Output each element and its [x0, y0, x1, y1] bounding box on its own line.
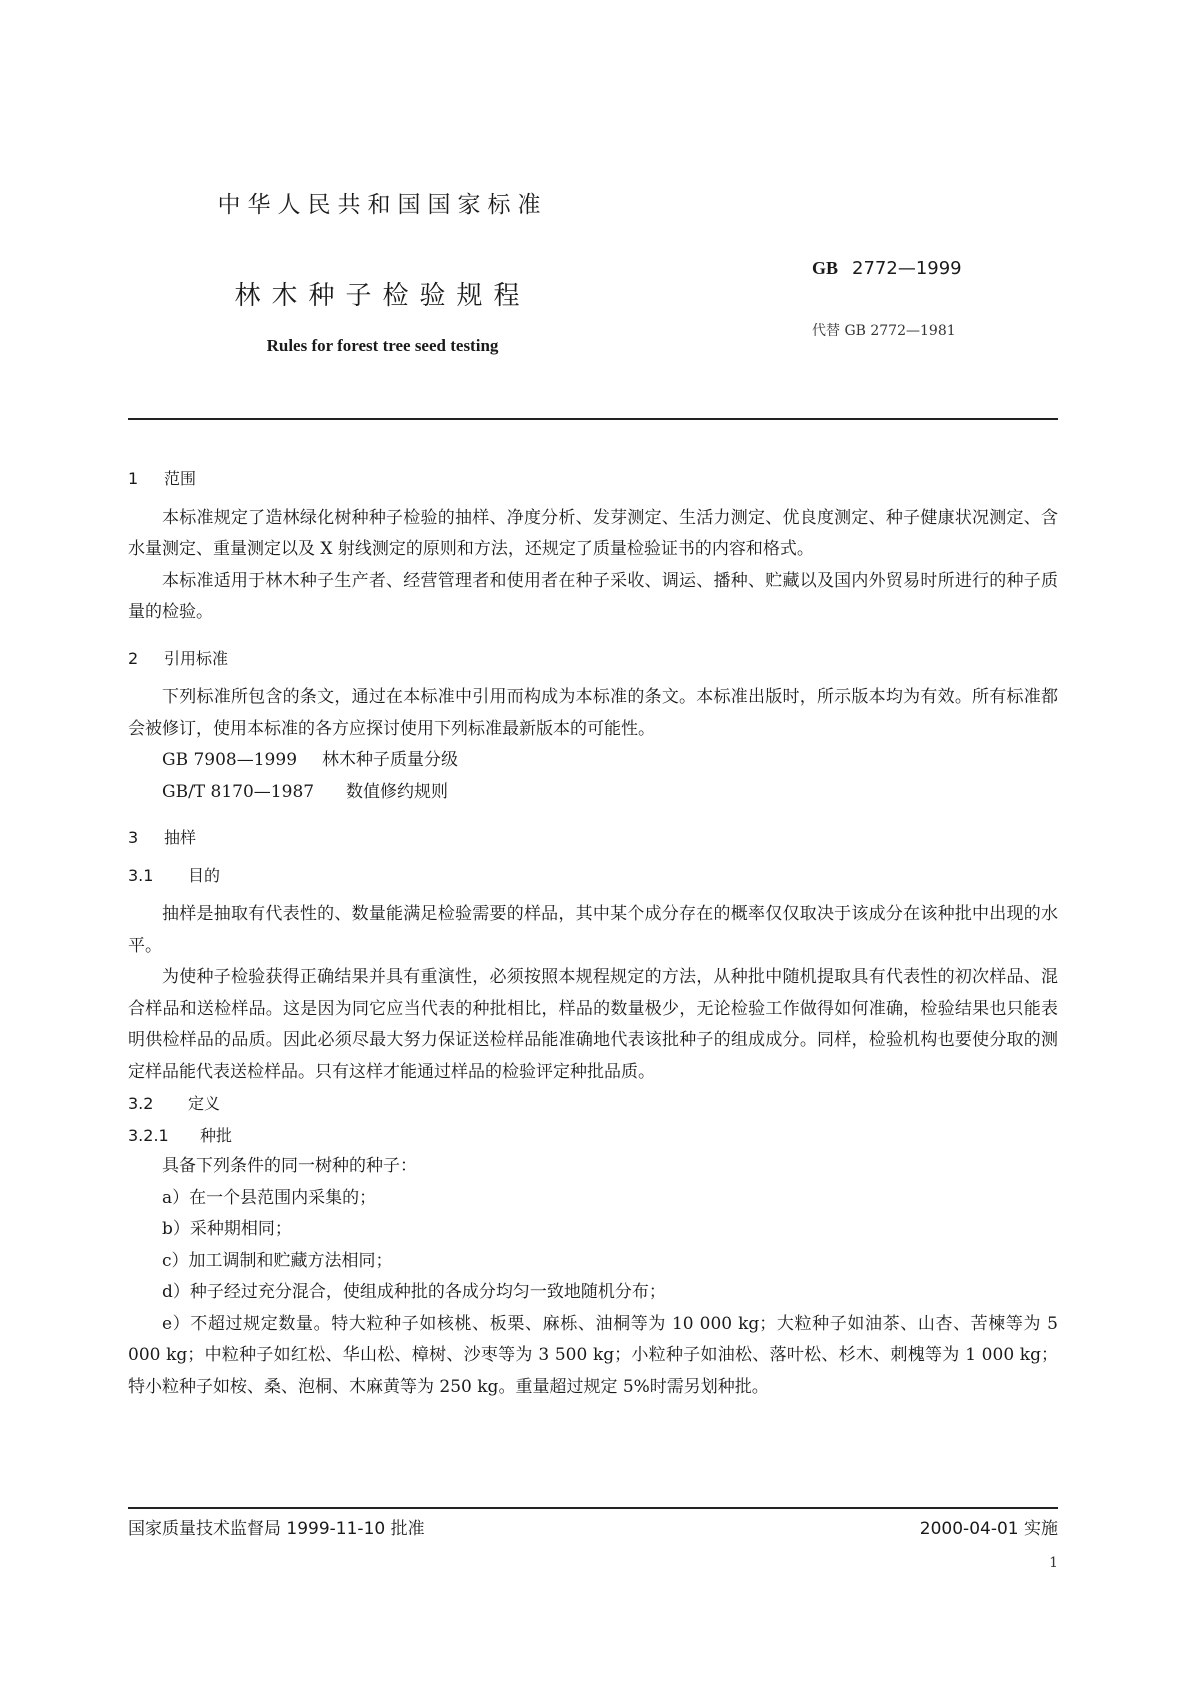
reference-code: GB/T 8170—1987 — [162, 781, 315, 802]
approval-date: 国家质量技术监督局 1999-11-10 批准 — [128, 1519, 425, 1539]
section-heading — [128, 822, 1058, 854]
header-divider — [128, 418, 1058, 420]
section-heading — [128, 643, 1058, 675]
subsection-title: 目的 — [188, 865, 221, 885]
list-item: b）采种期相同； — [162, 1219, 292, 1239]
reference-item — [128, 777, 1058, 809]
standard-prefix: GB — [812, 258, 839, 278]
footer-divider — [128, 1507, 1058, 1509]
subsection-heading — [128, 1120, 1058, 1152]
reference-item — [128, 745, 1058, 777]
section-sampling — [128, 822, 1058, 1403]
paragraph: 具备下列条件的同一树种的种子： — [162, 1156, 417, 1176]
subsection-number: 3.2 — [128, 1094, 154, 1113]
section-title: 抽样 — [164, 828, 197, 847]
subsection-title: 定义 — [188, 1094, 221, 1113]
standard-code: 2772—1999 — [852, 258, 962, 279]
page-number: 1 — [1049, 1555, 1058, 1571]
list-item: e）不超过规定数量。特大粒种子如核桃、板栗、麻栎、油桐等为 10 000 kg；大粒种子如油茶、山杏、苦楝等为 5 000 kg；中粒种子如红松、华山松、樟树、沙枣等为 3 500 kg；小粒种子如油松、落叶松、杉木、刺槐等为 1 000 kg；特小粒种子如桉、桑、泡桐、木麻黄等为 250 kg。重量超过规定 5%时需另划种批。 — [128, 1313, 1058, 1397]
document-title-en: Rules for forest tree seed testing — [266, 336, 499, 355]
implementation-date: 2000-04-01 实施 — [919, 1519, 1058, 1539]
subsection-heading — [128, 1088, 1058, 1120]
list-item: c）加工调制和贮藏方法相同； — [162, 1250, 393, 1271]
section-title: 范围 — [164, 469, 197, 488]
list-item: d）种子经过充分混合，使组成种批的各成分均匀一致地随机分布； — [162, 1282, 666, 1302]
reference-name: 林木种子质量分级 — [322, 750, 458, 770]
section-title: 引用标准 — [164, 648, 229, 668]
section-number: 1 — [128, 469, 139, 488]
subsection-title: 种批 — [200, 1125, 233, 1145]
document-title-cn: 林木种子检验规程 — [234, 281, 531, 311]
reference-code: GB 7908—1999 — [162, 750, 298, 770]
section-heading — [128, 463, 1058, 495]
section-scope — [128, 463, 1058, 629]
national-standard-label: 中华人民共和国国家标准 — [217, 192, 548, 218]
replaces-standard: 代替 GB 2772—1981 — [812, 323, 956, 339]
document-body — [128, 463, 1058, 1417]
paragraph: 本标准适用于林木种子生产者、经营管理者和使用者在种子采收、调运、播种、贮藏以及国内外贸易时所进行的种子质量的检验。 — [128, 570, 1058, 622]
subsection-number: 3.1 — [128, 865, 154, 885]
paragraph: 本标准规定了造林绿化树种种子检验的抽样、净度分析、发芽测定、生活力测定、优良度测定、种子健康状况测定、含水量测定、重量测定以及 X 射线测定的原则和方法，还规定了质量检验证书的内容和格式。 — [128, 507, 1058, 559]
section-number: 3 — [128, 828, 139, 847]
subsection-number: 3.2.1 — [128, 1125, 169, 1145]
reference-name: 数值修约规则 — [346, 781, 448, 802]
paragraph: 抽样是抽取有代表性的、数量能满足检验需要的样品，其中某个成分存在的概率仅仅取决于该成分在该种批中出现的水平。 — [128, 904, 1058, 956]
paragraph: 下列标准所包含的条文，通过在本标准中引用而构成为本标准的条文。本标准出版时，所示版本均为有效。所有标准都会被修订，使用本标准的各方应探讨使用下列标准最新版本的可能性。 — [128, 687, 1058, 739]
list-item: a）在一个县范围内采集的； — [162, 1187, 377, 1208]
paragraph: 为使种子检验获得正确结果并具有重演性，必须按照本规程规定的方法，从种批中随机提取具有代表性的初次样品、混合样品和送检样品。这是因为同它应当代表的种批相比，样品的数量极少，无论检验工作做得如何准确，检验结果也只能表明供检样品的品质。因此必须尽最大努力保证送检样品能准确地代表该批种子的组成成分。同样，检验机构也要使分取的测定样品能代表送检样品。只有这样才能通过样品的检验评定种批品质。 — [128, 967, 1058, 1082]
section-normative-references — [128, 643, 1058, 809]
section-number: 2 — [128, 648, 139, 668]
standard-number — [812, 258, 962, 279]
subsection-heading — [128, 860, 1058, 892]
